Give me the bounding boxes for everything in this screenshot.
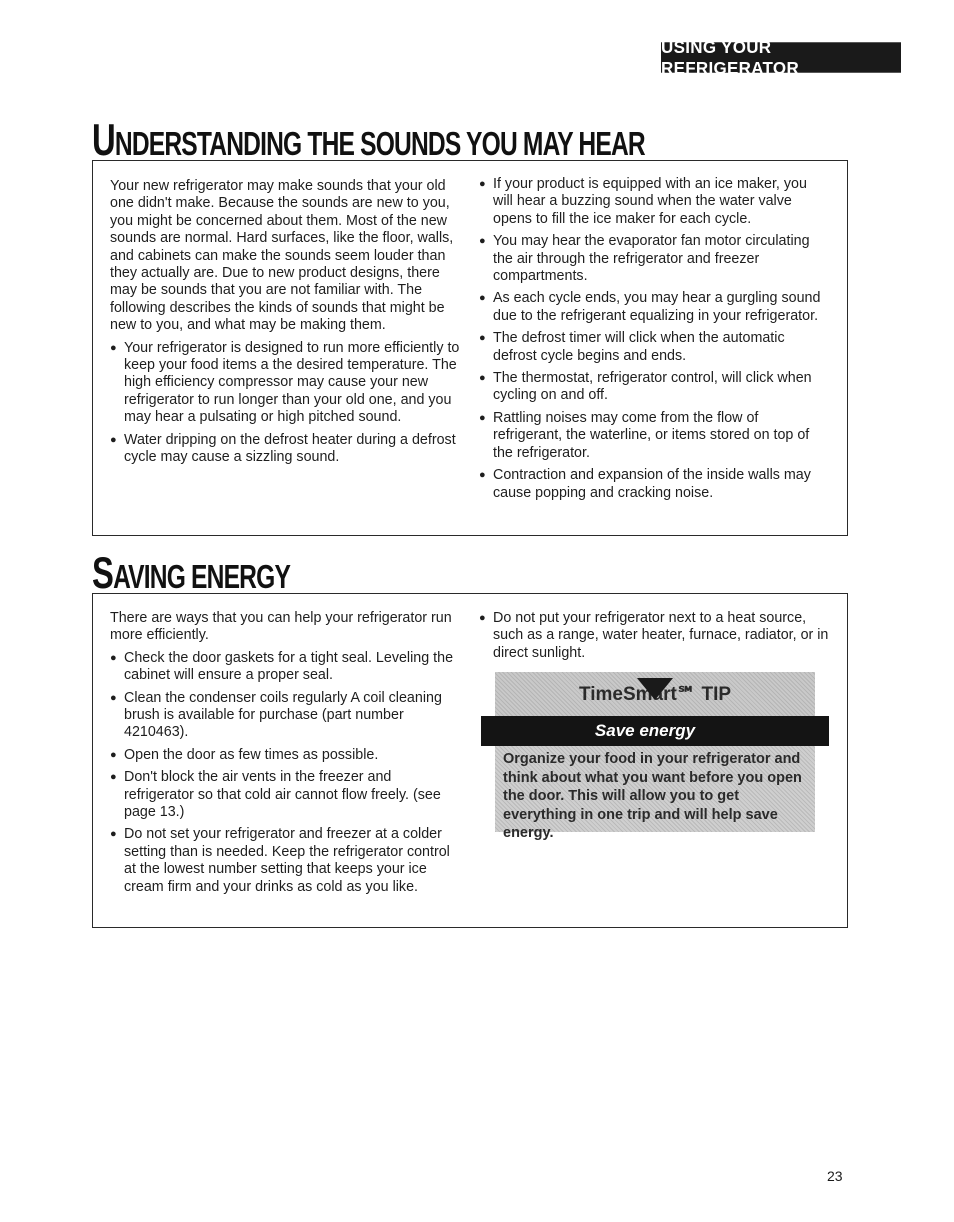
bullet-item	[110, 432, 460, 467]
bullet-item	[479, 176, 824, 228]
tip-brand: TimeSmart℠ TIP	[578, 683, 732, 705]
bullet-item	[110, 747, 455, 764]
bullet-icon: ●	[110, 691, 117, 704]
bullet-icon: ●	[110, 341, 117, 354]
bullet-icon: ●	[479, 612, 486, 624]
energy-title-initial: S	[92, 548, 114, 599]
energy-title-text: AVING ENERGY	[113, 558, 291, 596]
bullet-item	[479, 610, 839, 662]
bullet-text: Do not put your refrigerator next to a heat source, such as a range, water heater, furnace, radiator, or in direct sunlight.	[493, 610, 829, 661]
energy-section-title	[92, 548, 291, 599]
sounds-right-column	[479, 176, 824, 502]
bullet-text: The defrost timer will click when the automatic defrost cycle begins and ends.	[493, 330, 785, 364]
tip-banner-label: Save energy	[594, 721, 696, 740]
sounds-right-list	[479, 176, 824, 502]
bullet-text: As each cycle ends, you may hear a gurgling sound due to the refrigerant equalizing in your refrigerator.	[493, 290, 821, 324]
bullet-text: The thermostat, refrigerator control, will click when cycling on and off.	[493, 370, 812, 404]
sounds-left-list	[110, 340, 460, 467]
energy-right-column	[479, 610, 839, 662]
bullet-item	[110, 340, 460, 427]
bullet-text: You may hear the evaporator fan motor circulating the air through the refrigerator and freezer compartments.	[493, 233, 810, 285]
bullet-text: Contraction and expansion of the inside walls may cause popping and cracking noise.	[493, 467, 811, 501]
sounds-intro: Your new refrigerator may make sounds that your old one didn't make. Because the sounds are new to you, you might be concerned about them. Most of the new sounds are normal. Hard surfaces, like the floor, walls, and cabinets can make the sounds seem louder than they actually are. Due to new product designs, there may be sounds that you are not familiar with. The following describes the kinds of sounds that might be new to you, and what may be making them.	[110, 178, 454, 334]
bullet-icon: ●	[479, 235, 486, 248]
bullet-item	[110, 690, 455, 742]
page-number: 23	[827, 1168, 843, 1184]
bullet-text: Your refrigerator is designed to run more efficiently to keep your food items a the desired temperature. The high efficiency compressor may cause your new refrigerator to run longer than your old one, and you may hear a pulsating or high pitched sound.	[124, 339, 460, 426]
bullet-item	[479, 467, 824, 502]
timesmart-tip-box	[481, 672, 829, 841]
bullet-item	[479, 330, 824, 365]
bullet-text: Clean the condenser coils regularly A coil cleaning brush is available for purchase (part number 4210463).	[124, 689, 442, 741]
bullet-item	[479, 233, 824, 285]
bullet-text: Rattling noises may come from the flow of refrigerant, the waterline, or items stored on top of the refrigerator.	[493, 409, 810, 461]
tip-body: Organize your food in your refrigerator and think about what you want before you open the door. This will allow you to get everything in one trip and will help save energy.	[495, 746, 815, 832]
sounds-title-text: NDERSTANDING THE SOUNDS YOU MAY HEAR	[114, 125, 645, 163]
bullet-text: If your product is equipped with an ice maker, you will hear a buzzing sound when the water valve opens to fill the ice maker for each cycle.	[493, 176, 807, 227]
section-header-label: USING YOUR REFRIGERATOR	[661, 36, 800, 78]
bullet-icon: ●	[110, 771, 117, 784]
bullet-text: Open the door as few times as possible.	[124, 746, 379, 763]
section-header-tab	[661, 36, 901, 78]
bullet-text: Don't block the air vents in the freezer and refrigerator so that cold air cannot flow freely. (see page 13.)	[124, 769, 441, 821]
bullet-icon: ●	[479, 332, 486, 345]
bullet-icon: ●	[110, 828, 117, 841]
energy-left-list	[110, 650, 455, 896]
bullet-icon: ●	[479, 178, 486, 190]
bullet-icon: ●	[110, 748, 117, 761]
bullet-icon: ●	[110, 651, 117, 664]
energy-intro: There are ways that you can help your refrigerator run more efficiently.	[110, 610, 452, 644]
bullet-icon: ●	[479, 469, 486, 482]
tip-arrow-icon	[637, 678, 673, 700]
bullet-icon: ●	[479, 372, 486, 385]
bullet-icon: ●	[110, 433, 117, 446]
bullet-text: Do not set your refrigerator and freezer at a colder setting than is needed. Keep the refrigerator control at the lowest number setting that keeps your ice cream firm and your drinks as cold as you like.	[124, 826, 450, 895]
bullet-text: Check the door gaskets for a tight seal. Leveling the cabinet will ensure a proper seal.	[124, 649, 454, 684]
energy-right-list	[479, 610, 839, 662]
sounds-section-title	[92, 115, 645, 166]
tip-banner	[481, 716, 829, 746]
energy-left-column	[110, 610, 455, 896]
sounds-left-column	[110, 178, 460, 467]
bullet-text: Water dripping on the defrost heater during a defrost cycle may cause a sizzling sound.	[124, 431, 456, 466]
bullet-item	[479, 290, 824, 325]
bullet-item	[479, 370, 824, 405]
bullet-icon: ●	[479, 292, 486, 305]
bullet-item	[110, 769, 455, 821]
sounds-title-initial: U	[92, 115, 115, 166]
bullet-icon: ●	[479, 411, 486, 424]
bullet-item	[110, 650, 455, 685]
bullet-item	[110, 826, 455, 896]
bullet-item	[479, 410, 824, 462]
